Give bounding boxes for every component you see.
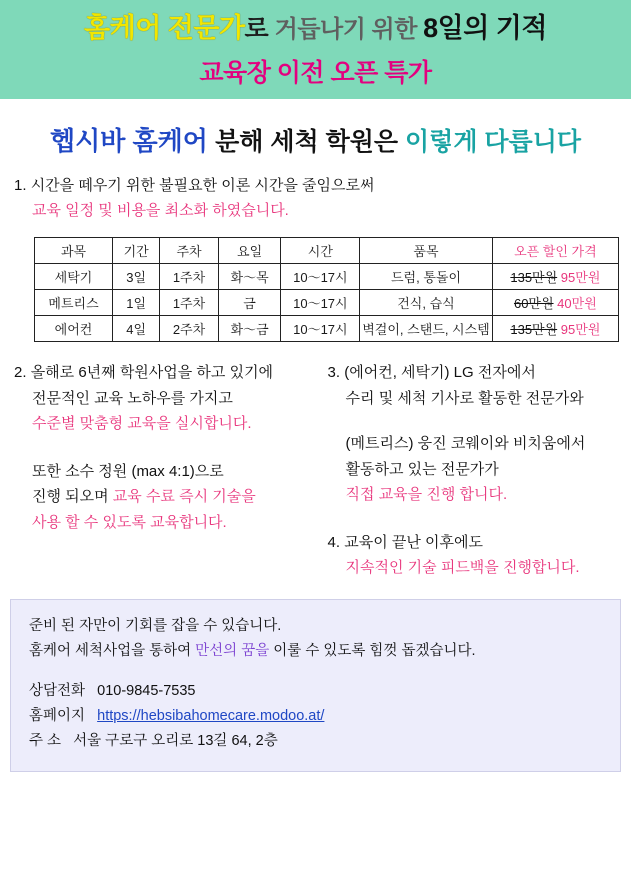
point-2-text-1: 올해로 6년째 학원사업을 하고 있기에 bbox=[30, 364, 274, 382]
footer-phone-row bbox=[29, 679, 602, 704]
point-3-text-1: (에어컨, 세탁기) LG 전자에서 bbox=[344, 364, 536, 382]
cell-week: 1주차 bbox=[160, 264, 218, 290]
point-2-line-2: 전문적인 교육 노하우를 가지고 bbox=[32, 389, 233, 407]
cell-period: 3일 bbox=[113, 264, 160, 290]
col-items: 품목 bbox=[360, 238, 492, 264]
header-headline-2: 교육장 이전 오픈 특가 bbox=[199, 58, 432, 87]
cell-items: 건식, 습식 bbox=[360, 290, 492, 316]
point-3-number: 3. bbox=[327, 364, 341, 382]
cell-subject: 세탁기 bbox=[35, 264, 113, 290]
cell-week: 1주차 bbox=[160, 290, 218, 316]
cell-old-price: 135만원 bbox=[510, 270, 558, 286]
cell-price bbox=[492, 316, 618, 342]
cell-day: 화〜금 bbox=[218, 316, 281, 342]
point-1-line-1 bbox=[14, 174, 617, 199]
contact-box bbox=[10, 599, 621, 772]
header-banner bbox=[0, 0, 631, 101]
point-4 bbox=[328, 530, 617, 581]
col-week: 주차 bbox=[160, 238, 218, 264]
point-2-line-4: 또한 소수 정원 (max 4:1)으로 bbox=[32, 462, 224, 480]
point-2-text-5b: 교육 수료 즉시 기술을 bbox=[112, 488, 256, 506]
cell-new-price: 95만원 bbox=[560, 270, 601, 286]
point-2-line-6: 사용 할 수 있도록 교육합니다. bbox=[32, 513, 227, 531]
cell-day: 화〜목 bbox=[218, 264, 281, 290]
footer-spacer bbox=[29, 665, 602, 679]
point-3-extra bbox=[328, 431, 617, 508]
course-table-head bbox=[35, 238, 619, 264]
point-1-text-1: 시간을 떼우기 위한 불필요한 이론 시간을 줄임으로써 bbox=[30, 176, 375, 194]
point-2-text-5a: 진행 되오며 bbox=[32, 488, 113, 506]
point-2 bbox=[14, 360, 320, 437]
header-text-middle: 거듭나기 위한 bbox=[274, 16, 424, 43]
cell-price bbox=[492, 264, 618, 290]
table-row bbox=[35, 290, 619, 316]
cell-old-price: 60만원 bbox=[513, 296, 554, 312]
table-row bbox=[35, 264, 619, 290]
col-period: 기간 bbox=[113, 238, 160, 264]
page-title-main: 분해 세척 학원은 bbox=[215, 127, 406, 156]
course-table-body bbox=[35, 264, 619, 342]
cell-items: 벽걸이, 스탠드, 시스템 bbox=[360, 316, 492, 342]
point-3-line-3: (메트리스) 웅진 코웨이와 비치움에서 bbox=[345, 435, 586, 453]
footer-text-2b: 만선의 꿈을 bbox=[195, 643, 270, 660]
col-day: 요일 bbox=[218, 238, 281, 264]
cell-price bbox=[492, 290, 618, 316]
points-right-column bbox=[328, 360, 617, 581]
cell-subject: 에어컨 bbox=[35, 316, 113, 342]
point-1-line-2: 교육 일정 및 비용을 최소화 하였습니다. bbox=[32, 201, 289, 219]
cell-items: 드럼, 통돌이 bbox=[360, 264, 492, 290]
point-4-line-1 bbox=[328, 530, 617, 556]
point-2-number: 2. bbox=[14, 364, 27, 382]
phone-value: 010-9845-7535 bbox=[97, 682, 196, 699]
cell-subject: 메트리스 bbox=[35, 290, 113, 316]
point-3-line-2: 수리 및 세척 기사로 활동한 전문가와 bbox=[345, 389, 584, 407]
footer-text-2c: 이룰 수 있도록 힘껏 돕겠습니다. bbox=[269, 643, 476, 660]
cell-new-price: 95만원 bbox=[560, 322, 601, 338]
points-left-column bbox=[14, 360, 328, 581]
point-2-line-1 bbox=[14, 360, 320, 386]
header-text-miracle: 8일의 기적 bbox=[423, 13, 547, 43]
col-time: 시간 bbox=[281, 238, 360, 264]
table-header-row bbox=[35, 238, 619, 264]
header-headline-1 bbox=[0, 10, 631, 47]
footer-line-2 bbox=[29, 639, 602, 664]
cell-time: 10〜17시 bbox=[281, 290, 360, 316]
table-row bbox=[35, 316, 619, 342]
footer-text-2a: 홈케어 세척사업을 통하여 bbox=[29, 643, 196, 660]
point-4-text-1: 교육이 끝난 이후에도 bbox=[344, 533, 483, 551]
cell-period: 1일 bbox=[113, 290, 160, 316]
point-3-line-4: 활동하고 있는 전문가가 bbox=[345, 460, 499, 478]
point-2-line-3: 수준별 맞춤형 교육을 실시합니다. bbox=[32, 415, 252, 433]
point-4-number: 4. bbox=[327, 533, 341, 551]
homepage-label: 홈페이지 bbox=[29, 707, 86, 724]
page-title-tail: 이렇게 다릅니다 bbox=[405, 127, 582, 156]
phone-label: 상담전화 bbox=[29, 682, 86, 699]
footer-address-row bbox=[29, 729, 602, 754]
points-columns bbox=[14, 360, 617, 581]
cell-period: 4일 bbox=[113, 316, 160, 342]
point-3 bbox=[328, 360, 617, 411]
address-value: 서울 구로구 오리로 13길 64, 2층 bbox=[73, 733, 278, 750]
col-price: 오픈 할인 가격 bbox=[492, 238, 618, 264]
col-subject: 과목 bbox=[35, 238, 113, 264]
page-title-brand: 헵시바 홈케어 bbox=[49, 125, 216, 156]
homepage-link[interactable]: https://hebsibahomecare.modoo.at/ bbox=[97, 707, 325, 724]
footer-homepage-row bbox=[29, 704, 602, 729]
cell-new-price: 40만원 bbox=[557, 296, 597, 312]
cell-week: 2주차 bbox=[160, 316, 218, 342]
point-4-line-2: 지속적인 기술 피드백을 진행합니다. bbox=[345, 559, 580, 577]
body-content bbox=[0, 174, 631, 581]
point-2-line-5 bbox=[14, 484, 320, 510]
page-title bbox=[0, 101, 631, 174]
point-3-line-1 bbox=[328, 360, 617, 386]
cell-time: 10〜17시 bbox=[281, 264, 360, 290]
address-label: 주 소 bbox=[29, 733, 62, 750]
cell-day: 금 bbox=[218, 290, 281, 316]
point-3-line-5: 직접 교육을 진행 합니다. bbox=[345, 486, 508, 504]
course-table bbox=[34, 237, 619, 342]
header-highlight-text: 홈케어 전문가 bbox=[84, 13, 245, 43]
header-text-ro: 로 bbox=[244, 15, 275, 43]
point-1-number: 1. bbox=[14, 176, 27, 194]
point-2-extra bbox=[14, 459, 320, 536]
cell-old-price: 135만원 bbox=[510, 322, 558, 338]
point-1 bbox=[14, 174, 617, 224]
cell-time: 10〜17시 bbox=[281, 316, 360, 342]
footer-line-1: 준비 된 자만이 기회를 잡을 수 있습니다. bbox=[29, 617, 282, 634]
